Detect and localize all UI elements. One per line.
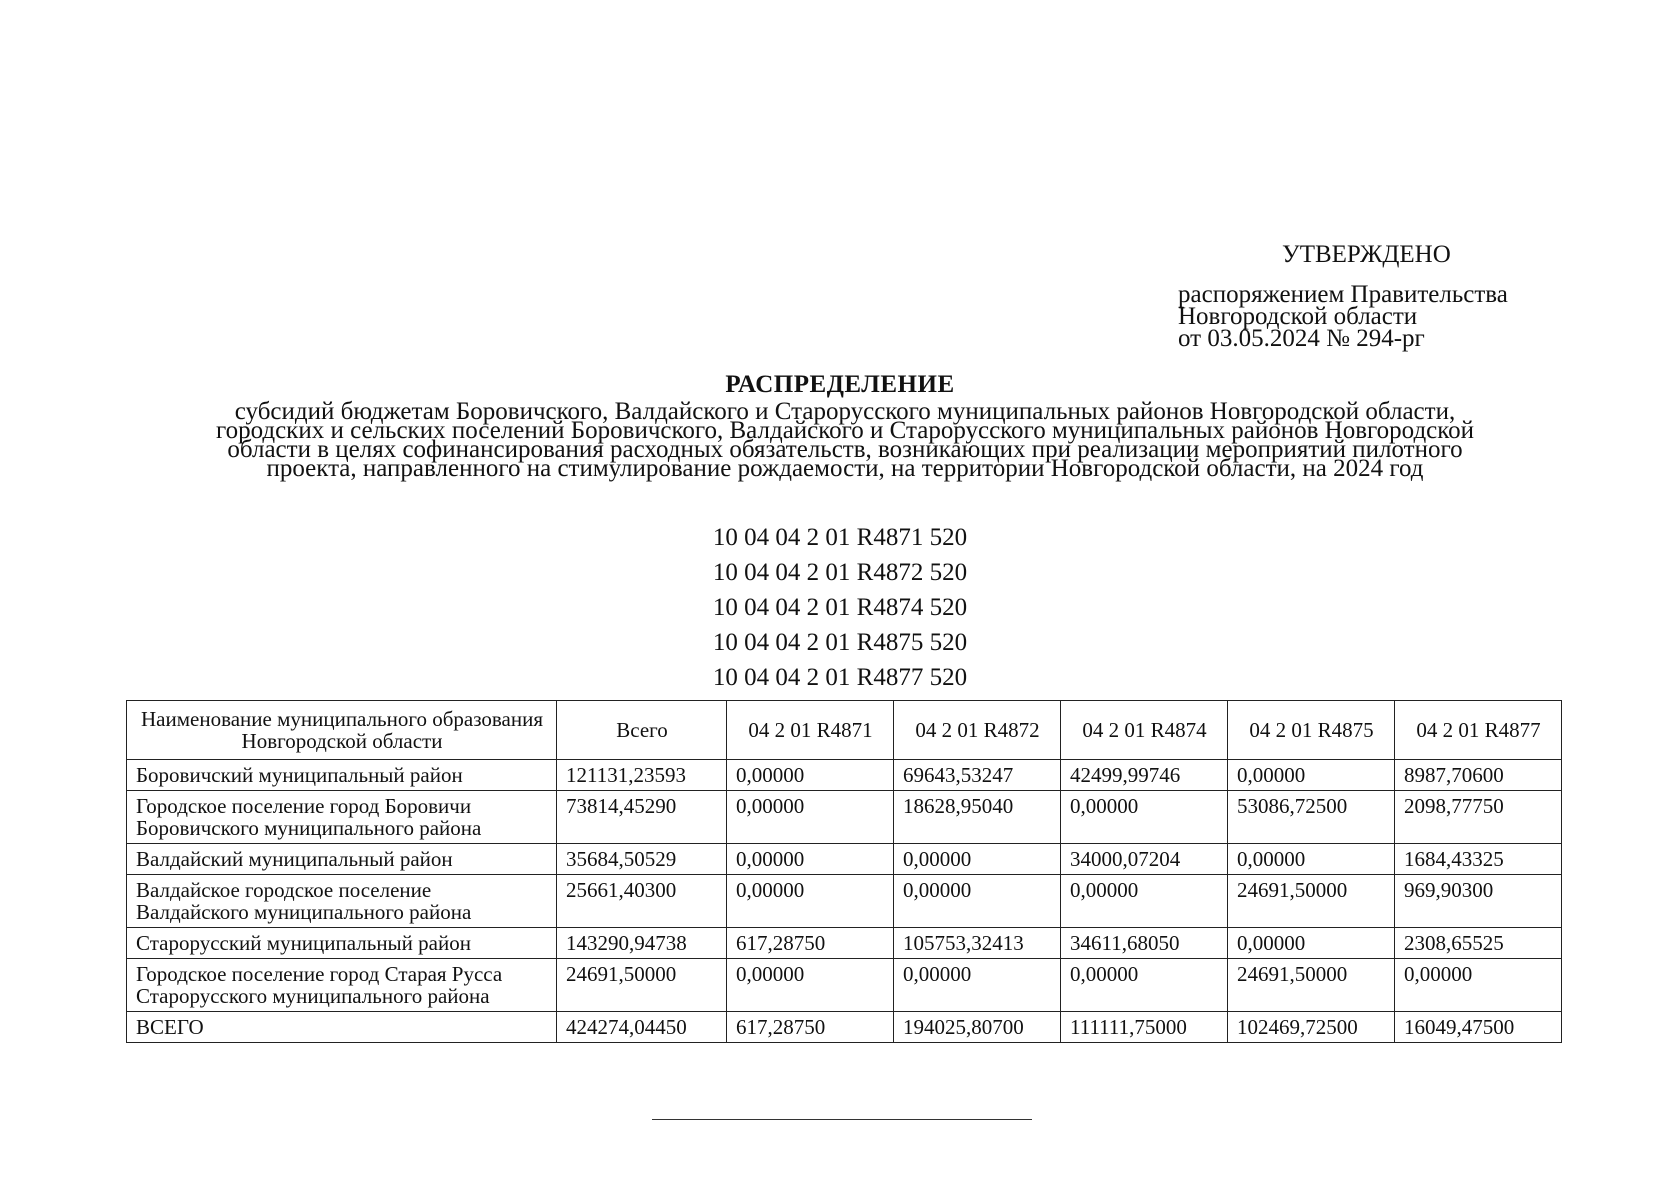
cell-r4871: 0,00000: [727, 844, 894, 875]
cell-r4871: 617,28750: [727, 928, 894, 959]
cell-total: 35684,50529: [557, 844, 727, 875]
distribution-table: [126, 700, 1562, 1043]
cell-r4875: 24691,50000: [1228, 875, 1395, 928]
header-r4872: 04 2 01 R4872: [894, 701, 1061, 760]
cell-r4877: 0,00000: [1395, 959, 1562, 1012]
cell-municipality: Городское поселение город Боровичи Боровичского муниципального района: [127, 791, 557, 844]
cell-r4875: 0,00000: [1228, 928, 1395, 959]
header-r4877: 04 2 01 R4877: [1395, 701, 1562, 760]
subtitle-line: проекта, направленного на стимулирование рождаемости, на территории Новгородской области, на 2024 год: [266, 455, 1424, 482]
cell-r4877: 8987,70600: [1395, 760, 1562, 791]
subtitle-line: городских и сельских поселений Боровичского, Валдайского и Старорусского муниципальных районов Новгородской: [215, 417, 1475, 444]
document-subtitle: [150, 398, 1540, 482]
table-row: [127, 875, 1562, 928]
cell-r4871: 0,00000: [727, 959, 894, 1012]
cell-total: 143290,94738: [557, 928, 727, 959]
budget-code: 10 04 04 2 01 R4872 520: [712, 559, 968, 586]
approval-details: [1178, 281, 1508, 352]
table-row: [127, 1012, 1562, 1043]
cell-r4877: 969,90300: [1395, 875, 1562, 928]
budget-code: 10 04 04 2 01 R4875 520: [712, 629, 968, 656]
table-row: [127, 791, 1562, 844]
cell-r4874: 0,00000: [1061, 875, 1228, 928]
cell-r4872: 194025,80700: [894, 1012, 1061, 1043]
cell-r4875: 0,00000: [1228, 760, 1395, 791]
table-row: [127, 844, 1562, 875]
cell-r4871: 617,28750: [727, 1012, 894, 1043]
subtitle-line: области в целях софинансирования расходных обязательств, возникающих при реализации мероприятий пилотного: [227, 436, 1463, 463]
budget-code: 10 04 04 2 01 R4871 520: [712, 524, 968, 551]
header-r4871: 04 2 01 R4871: [727, 701, 894, 760]
cell-r4875: 24691,50000: [1228, 959, 1395, 1012]
cell-r4874: 111111,75000: [1061, 1012, 1228, 1043]
cell-r4874: 0,00000: [1061, 959, 1228, 1012]
cell-municipality: Боровичский муниципальный район: [127, 760, 557, 791]
approval-line: Новгородской области: [1178, 303, 1418, 330]
cell-total: 424274,04450: [557, 1012, 727, 1043]
cell-r4872: 18628,95040: [894, 791, 1061, 844]
cell-r4874: 42499,99746: [1061, 760, 1228, 791]
cell-r4877: 1684,43325: [1395, 844, 1562, 875]
header-total: Всего: [557, 701, 727, 760]
cell-r4872: 69643,53247: [894, 760, 1061, 791]
cell-r4871: 0,00000: [727, 791, 894, 844]
cell-r4877: 2098,77750: [1395, 791, 1562, 844]
table-row: [127, 959, 1562, 1012]
cell-total: 121131,23593: [557, 760, 727, 791]
cell-r4874: 34611,68050: [1061, 928, 1228, 959]
header-municipality: Наименование муниципального образования Новгородской области: [127, 701, 557, 760]
cell-municipality: ВСЕГО: [127, 1012, 557, 1043]
document-title: РАСПРЕДЕЛЕНИЕ: [725, 371, 955, 398]
budget-code: 10 04 04 2 01 R4874 520: [712, 594, 968, 621]
cell-municipality: Городское поселение город Старая Русса Старорусского муниципального района: [127, 959, 557, 1012]
cell-r4874: 34000,07204: [1061, 844, 1228, 875]
cell-r4877: 16049,47500: [1395, 1012, 1562, 1043]
cell-total: 24691,50000: [557, 959, 727, 1012]
approval-title: УТВЕРЖДЕНО: [1282, 241, 1451, 268]
cell-r4875: 0,00000: [1228, 844, 1395, 875]
cell-r4872: 0,00000: [894, 959, 1061, 1012]
cell-r4875: 53086,72500: [1228, 791, 1395, 844]
table-row: [127, 760, 1562, 791]
cell-total: 25661,40300: [557, 875, 727, 928]
budget-codes: [0, 520, 1680, 695]
cell-r4872: 0,00000: [894, 844, 1061, 875]
subtitle-line: субсидий бюджетам Боровичского, Валдайского и Старорусского муниципальных районов Новгородской области,: [234, 398, 1456, 425]
table-header-row: [127, 701, 1562, 760]
header-r4875: 04 2 01 R4875: [1228, 701, 1395, 760]
header-r4874: 04 2 01 R4874: [1061, 701, 1228, 760]
cell-r4874: 0,00000: [1061, 791, 1228, 844]
approval-line: от 03.05.2024 № 294-рг: [1178, 325, 1425, 352]
cell-r4872: 105753,32413: [894, 928, 1061, 959]
cell-r4871: 0,00000: [727, 875, 894, 928]
cell-municipality: Старорусский муниципальный район: [127, 928, 557, 959]
approval-line: распоряжением Правительства: [1178, 281, 1508, 308]
cell-total: 73814,45290: [557, 791, 727, 844]
cell-municipality: Валдайское городское поселение Валдайского муниципального района: [127, 875, 557, 928]
cell-r4871: 0,00000: [727, 760, 894, 791]
table-row: [127, 928, 1562, 959]
footer-divider: [652, 1119, 1032, 1120]
cell-r4877: 2308,65525: [1395, 928, 1562, 959]
cell-r4875: 102469,72500: [1228, 1012, 1395, 1043]
cell-r4872: 0,00000: [894, 875, 1061, 928]
budget-code: 10 04 04 2 01 R4877 520: [712, 664, 968, 691]
cell-municipality: Валдайский муниципальный район: [127, 844, 557, 875]
